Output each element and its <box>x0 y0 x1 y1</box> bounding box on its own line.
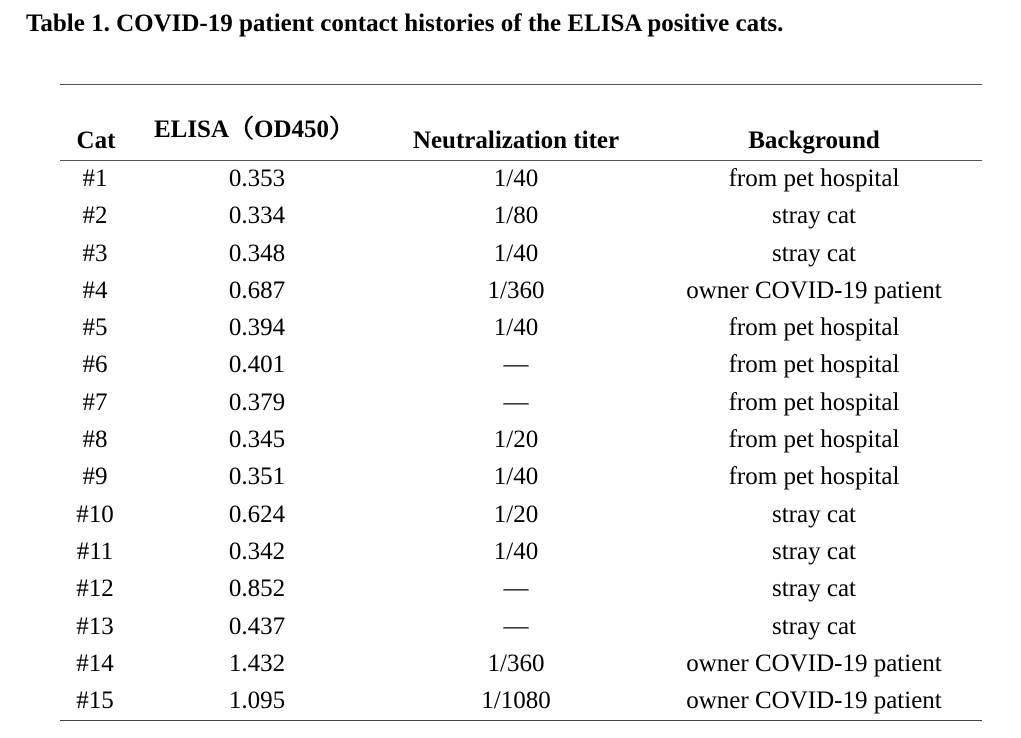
table-caption: Table 1. COVID-19 patient contact histories of the ELISA positive cats. <box>26 10 784 37</box>
cell-cat: #6 <box>82 351 108 379</box>
cell-neutralization-titer: 1/40 <box>493 314 539 342</box>
cell-elisa: 0.624 <box>228 500 286 528</box>
cell-cat: #3 <box>82 239 108 267</box>
cell-background: owner COVID-19 patient <box>686 687 942 715</box>
table-top-rule <box>60 84 982 85</box>
table-row <box>0 535 1021 572</box>
table-row <box>0 498 1021 535</box>
table-row <box>0 423 1021 460</box>
cell-background: owner COVID-19 patient <box>686 276 942 304</box>
cell-background: from pet hospital <box>728 165 900 192</box>
table-row <box>0 386 1021 423</box>
cell-elisa: 1.432 <box>228 649 286 677</box>
cell-background: from pet hospital <box>728 314 900 342</box>
cell-background: from pet hospital <box>728 351 900 379</box>
cell-background: stray cat <box>772 612 856 640</box>
cell-background: stray cat <box>772 575 856 603</box>
table-header-rule <box>60 160 982 161</box>
cell-elisa: 0.334 <box>228 202 286 230</box>
cell-neutralization-titer: 1/360 <box>487 276 545 304</box>
cell-elisa: 0.348 <box>228 239 286 267</box>
table-row <box>0 610 1021 647</box>
cell-neutralization-titer: — <box>503 351 529 379</box>
table-row <box>0 199 1021 236</box>
cell-elisa: 0.852 <box>228 575 286 603</box>
table-row <box>0 162 1021 199</box>
cell-neutralization-titer: 1/40 <box>493 537 539 565</box>
cell-neutralization-titer: 1/80 <box>493 202 539 230</box>
cell-background: stray cat <box>772 202 856 230</box>
cell-background: from pet hospital <box>728 463 900 491</box>
cell-background: stray cat <box>772 500 856 528</box>
cell-neutralization-titer: 1/20 <box>493 500 539 528</box>
cell-background: from pet hospital <box>728 426 900 454</box>
table-row <box>0 274 1021 311</box>
cell-neutralization-titer: 1/40 <box>493 239 539 267</box>
table-row <box>0 348 1021 385</box>
cell-elisa: 0.351 <box>228 463 286 491</box>
cell-elisa: 0.394 <box>228 314 286 342</box>
cell-neutralization-titer: 1/20 <box>493 426 539 454</box>
cell-background: stray cat <box>772 537 856 565</box>
cell-elisa: 0.437 <box>228 612 286 640</box>
table-row <box>0 684 1021 721</box>
cell-neutralization-titer: 1/360 <box>487 649 545 677</box>
cell-elisa: 0.353 <box>228 165 286 192</box>
cell-neutralization-titer: 1/40 <box>493 463 539 491</box>
cell-cat: #10 <box>76 500 114 528</box>
cell-cat: #1 <box>82 165 108 192</box>
table-body <box>0 162 1021 721</box>
cell-cat: #14 <box>76 649 114 677</box>
cell-cat: #4 <box>82 276 108 304</box>
cell-neutralization-titer: — <box>503 575 529 603</box>
cell-cat: #11 <box>76 537 114 565</box>
cell-cat: #12 <box>76 575 114 603</box>
table-row <box>0 647 1021 684</box>
header-cat: Cat <box>76 127 116 154</box>
cell-neutralization-titer: — <box>503 612 529 640</box>
header-neutralization-titer: Neutralization titer <box>412 127 620 154</box>
table-bottom-rule <box>60 720 982 721</box>
cell-cat: #5 <box>82 314 108 342</box>
cell-cat: #2 <box>82 202 108 230</box>
cell-cat: #7 <box>82 388 108 416</box>
header-background: Background <box>748 127 880 154</box>
table-row <box>0 237 1021 274</box>
cell-elisa: 0.342 <box>228 537 286 565</box>
cell-cat: #13 <box>76 612 114 640</box>
header-elisa: ELISA（OD450） <box>153 116 355 143</box>
cell-background: from pet hospital <box>728 388 900 416</box>
cell-elisa: 0.687 <box>228 276 286 304</box>
cell-background: owner COVID-19 patient <box>686 649 942 677</box>
cell-neutralization-titer: 1/40 <box>493 165 539 192</box>
cell-neutralization-titer: — <box>503 388 529 416</box>
cell-elisa: 1.095 <box>228 687 286 715</box>
cell-cat: #15 <box>76 687 114 715</box>
cell-elisa: 0.401 <box>228 351 286 379</box>
cell-cat: #9 <box>82 463 108 491</box>
table-row <box>0 311 1021 348</box>
cell-elisa: 0.345 <box>228 426 286 454</box>
table-row <box>0 572 1021 609</box>
cell-neutralization-titer: 1/1080 <box>481 687 551 715</box>
cell-cat: #8 <box>82 426 108 454</box>
table-row <box>0 460 1021 497</box>
cell-elisa: 0.379 <box>228 388 286 416</box>
cell-background: stray cat <box>772 239 856 267</box>
